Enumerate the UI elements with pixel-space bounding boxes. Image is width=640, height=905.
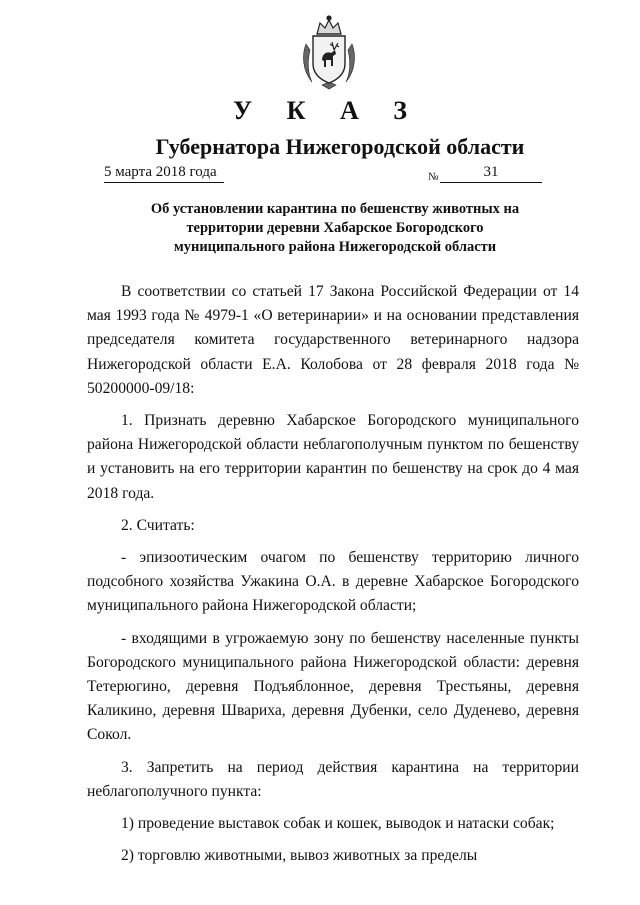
paragraph-item-1: 1. Признать деревню Хабарское Богородского муниципального района Нижегородской области неблагополучным пунктом по бешенству и установить на его территории карантин по бешенству на срок до 4 мая 2018 года. <box>87 412 579 502</box>
heading-line: муниципального района Нижегородской области <box>173 239 497 255</box>
paragraph-item-3-2: 2) торговлю животными, вывоз животных за пределы <box>121 847 478 865</box>
paragraph-item-2-focus: - эпизоотическим очагом по бешенству территорию личного подсобного хозяйства Ужакина О.А. в деревне Хабарское Богородского муниципального района Нижегородской области; <box>87 549 579 615</box>
document-number: 31 <box>440 164 542 183</box>
document-heading <box>120 200 550 257</box>
paragraph-item-3-1: 1) проведение выставок собак и кошек, выводок и натаски собак; <box>121 815 555 833</box>
document-title: У К А З <box>233 96 421 125</box>
document-number-label: № <box>428 171 439 183</box>
paragraph-item-2: 2. Считать: <box>121 516 195 534</box>
coat-of-arms-icon <box>300 14 358 90</box>
document-date: 5 марта 2018 года <box>104 164 224 183</box>
paragraph-preamble: В соответствии со статьей 17 Закона Российской Федерации от 14 мая 1993 года № 4979-1 «О ветеринарии» и на основании представления председателя комитета государственного ветеринарного надзора Нижегородской области Е.А. Колобова от 28 февраля 2018 года № 50200000-09/18: <box>87 283 579 397</box>
heading-line: Об установлении карантина по бешенству животных на <box>150 201 520 217</box>
document-body <box>87 280 579 868</box>
paragraph-item-2-zone: - входящими в угрожаемую зону по бешенству населенные пункты Богородского муниципального района Нижегородской области: деревня Тетерюгино, деревня Подъяблонное, деревня Трестьяны, деревня Каликино, деревня Швариха, деревня Дубенки, село Дуденево, деревня Сокол. <box>87 629 579 744</box>
heading-line: территории деревни Хабарское Богородского <box>186 220 484 236</box>
document-subtitle: Губернатора Нижегородской области <box>155 134 525 159</box>
paragraph-item-3: 3. Запретить на период действия карантина на территории неблагополучного пункта: <box>87 758 579 800</box>
